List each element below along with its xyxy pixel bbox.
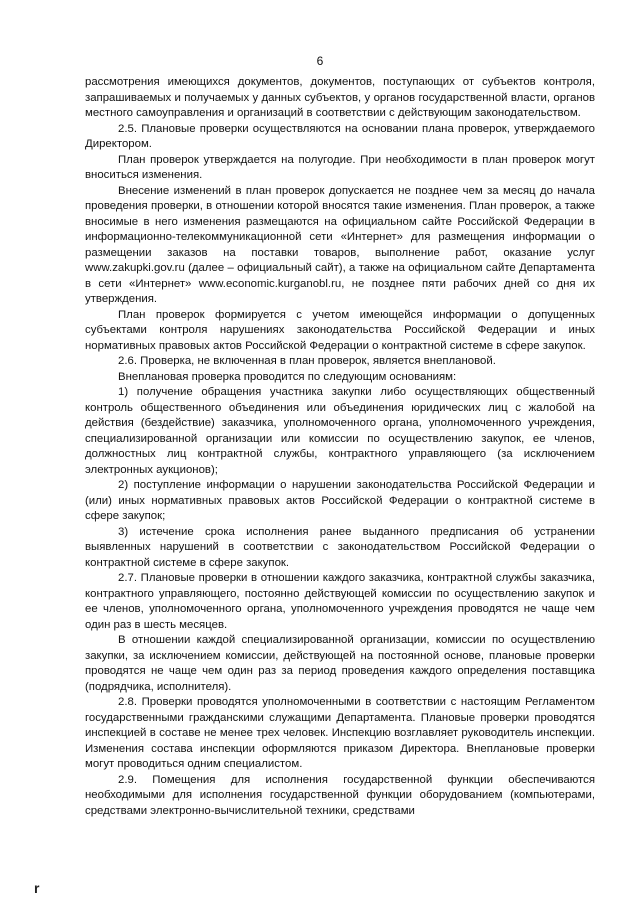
paragraph: 2.9. Помещения для исполнения государственной функции обеспечиваются необходимыми для исполнения государственной функции оборудованием (компьютерами, средствами электронно-вычислительной техники, средствами	[85, 773, 595, 817]
paragraph: 2.5. Плановые проверки осуществляются на основании плана проверок, утверждаемого Директором.	[85, 122, 595, 150]
paragraph: В отношении каждой специализированной организации, комиссии по осуществлению закупки, за исключением комиссии, действующей на постоянной основе, плановые проверки проводятся не чаще чем один раз за период проведения каждого определения поставщика (подрядчика, исполнителя).	[85, 634, 595, 693]
page-number: 6	[316, 54, 324, 68]
list-item: 1) получение обращения участника закупки либо осуществляющих общественный контроль общественного объединения или объединения юридических лиц с жалобой на действия (бездействие) заказчика, уполномоченного органа, уполномоченного учреждения, специализированной организации или комиссии по осуществлению закупок, ее членов, должностных лиц контрактной службы, контрактного управляющего (за исключением электронных аукционов);	[85, 386, 595, 476]
paragraph: План проверок формируется с учетом имеющейся информации о допущенных субъектами контроля нарушениях законодательства Российской Федерации и иных нормативных правовых актов Российской Федерации о контрактной системе в сфере закупок.	[85, 308, 595, 352]
paragraph: 2.6. Проверка, не включенная в план проверок, является внеплановой.	[118, 355, 496, 367]
paragraph: Внесение изменений в план проверок допускается не позднее чем за месяц до начала проведения проверки, в отношении которой вносятся такие изменения. План проверок, а также вносимые в него изменения размещаются на официальном сайте Российской Федерации в информационно-телекоммуникационной сети «Интернет» для размещения информации о размещении заказов на поставки товаров, выполнение работ, оказание услуг www.zakupki.gov.ru (далее – официальный сайт), а также на официальном сайте Департамента в сети «Интернет» www.economic.kurganobl.ru, не позднее пяти рабочих дней со дня их утверждения.	[85, 184, 595, 305]
list-item: 2) поступление информации о нарушении законодательства Российской Федерации и (или) иных нормативных правовых актов Российской Федерации о контрактной системе в сфере закупок;	[85, 479, 595, 522]
list-item: 3) истечение срока исполнения ранее выданного предписания об устранении выявленных нарушений в соответствии с законодательством Российской Федерации о контрактной системе в сфере закупок.	[85, 525, 595, 569]
corner-mark: r	[34, 880, 40, 896]
paragraph: Внеплановая проверка проводится по следующим основаниям:	[118, 370, 457, 383]
paragraph: 2.8. Проверки проводятся уполномоченными в соответствии с настоящим Регламентом государственными гражданскими служащими Департамента. Плановые проверки проводятся инспекцией в составе не менее трех человек. Инспекцию возглавляет руководитель инспекции. Изменения состава инспекции оформляются приказом Директора. Внеплановые проверки могут проводиться одним специалистом.	[85, 696, 595, 770]
paragraph: рассмотрения имеющихся документов, документов, поступающих от субъектов контроля, запрашиваемых и получаемых у данных субъектов, у органов государственной власти, органов местного самоуправления и организаций в соответствии с действующим законодательством.	[85, 76, 595, 119]
paragraph: План проверок утверждается на полугодие. При необходимости в план проверок могут вноситься изменения.	[85, 153, 595, 181]
document-body	[85, 75, 595, 819]
paragraph: 2.7. Плановые проверки в отношении каждого заказчика, контрактной службы заказчика, контрактного управляющего, постоянно действующей комиссии по осуществлению закупок и ее членов, уполномоченного органа, уполномоченного учреждения проводятся не чаще чем один раз в шесть месяцев.	[85, 572, 595, 631]
